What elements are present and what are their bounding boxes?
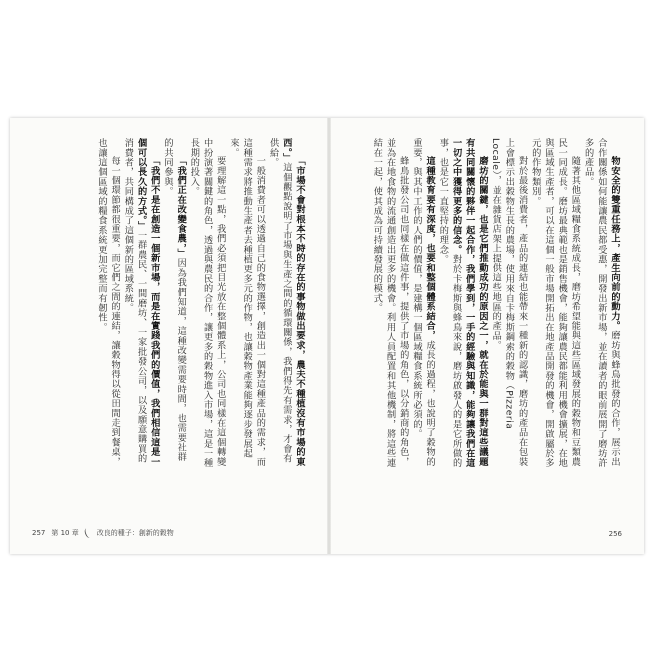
paragraph xyxy=(410,138,436,468)
paragraph-text: 隨著其他區域糧食系統成長，磨坊希望能與這些區域發展的穀物和豆類農民一同成長。磨坊最典範也是銷售機會，能夠讓農民都能利用機會擴展，在地與區域生產者，可以在這個一般市場開拓出在地產品開發的機會，開啟屬於多元的作物類別。 xyxy=(529,138,581,468)
paragraph-text: 每一個環節都很重要，而它們之間的連結，讓穀物得以從田間走到餐桌，也讓這個區域的糧食系統更加完整而有韌性。 xyxy=(95,138,121,467)
left-footer xyxy=(32,528,174,538)
left-chapter-label: 第 10 章 xyxy=(51,529,79,537)
bold-lead: 「市場不會對根本不時的存在的事物做出要求，農夫不種植沒有市場的東西。」 xyxy=(280,138,305,467)
paragraph xyxy=(95,138,121,468)
paragraph xyxy=(121,138,161,468)
paragraph xyxy=(187,138,227,468)
book-spread xyxy=(10,118,644,554)
paragraph xyxy=(489,138,529,468)
paragraph xyxy=(370,138,410,468)
left-running-title: 改良的種子：創新的穀物 xyxy=(96,529,174,537)
paragraph-text: 因為我們知道，這種改變需要時間，也需要社群的共同參與。 xyxy=(161,138,187,463)
left-page-body xyxy=(34,138,306,468)
bold-lead: 磨坊的關鍵，也是它們推動成功的原因之一，就在於能與一群對這些議題有共同關懷的夥伴一起合作，我們學到，一手的經驗與知識，能夠讓我們在這一切之中獲得更多的信念。 xyxy=(450,138,488,468)
bold-lead: 「我們不是在創造一個新市場，而是在實踐我們的價值，我們相信這是一個可以長久的方式。」 xyxy=(135,138,160,467)
paragraph xyxy=(436,138,489,468)
paragraph-text: 要理解這一點，我們必須把目光放在整個體系上，公司也同樣在這個轉變中扮演著關鍵的角色，透過與農民的合作，讓更多的穀物進入市場，這是一種長期的投入。 xyxy=(188,138,226,468)
paragraph xyxy=(161,138,187,468)
paragraph-text: 一般消費者可以透過自己的食物選擇，創造出一個對這種產品的需求，而這種需求將推動生產者去種植更多元的作物，也讓穀物產業能夠逐步發展起來。 xyxy=(227,138,266,467)
paragraph-text: 這個觀點說明了市場與生產之間的循環關係，我們得先有需求，才會有供給。 xyxy=(267,138,292,464)
bold-lead: 「我們正在改變食農，」 xyxy=(175,156,187,259)
paragraph xyxy=(227,138,267,468)
paragraph xyxy=(581,138,621,468)
paragraph-text: 成長的過程，也說明了穀物的重要，與其中工作的人們的價值，是建構一個區域糧食系統所必須的。 xyxy=(410,138,436,467)
right-page-number: 256 xyxy=(608,530,622,538)
paragraph xyxy=(266,138,306,468)
paragraph-text: 對於最後消費者，產品的連結也能帶來一種新的認識，磨坊的產品在包裝上會標示出穀物生長的農場，使用來自卡梅斯鋼索的穀物（Pizzeria Locale），並在雜貨店架上提供這些地區的產品。 xyxy=(490,138,528,467)
paragraph-text: 磨坊與蜂鳥批發的合作，展示出合作關係如何能讓農民都受惠，開發出新市場，並在讀者的眼前展開了磨坊許多的產品。 xyxy=(582,138,620,468)
paragraph-text: 對於卡梅斯與蜂鳥來說，磨坊啟發人的是它所做的事，也是它一直堅持的理念。 xyxy=(437,138,462,468)
leaf-icon xyxy=(83,527,92,538)
left-page-number: 257 xyxy=(32,529,46,537)
paragraph xyxy=(529,138,582,468)
book-gutter xyxy=(327,118,331,554)
paragraph-text: 蜂鳥批發公司也同樣在做這件事，提供了市場的角色，以分銷商的角色，並為在地食物的流通創造出更多的機會。利用人員配置和其他機制，將這些連結在一起，使其成為可持續發展的模式。 xyxy=(371,138,409,468)
right-page-body xyxy=(351,138,621,468)
right-page xyxy=(351,138,621,468)
bold-lead: 物安全的雙重任務上，產生向前的動力。 xyxy=(609,156,620,331)
left-page xyxy=(34,138,306,468)
paragraph-text: 一群農民、一間磨坊、一家批發公司，以及願意購買的消費者，共同構成了這個新的區域系統。 xyxy=(122,138,147,464)
right-footer xyxy=(609,530,622,538)
bold-lead: 這種教育要有深度，也要和整個體系結合， xyxy=(424,156,436,341)
